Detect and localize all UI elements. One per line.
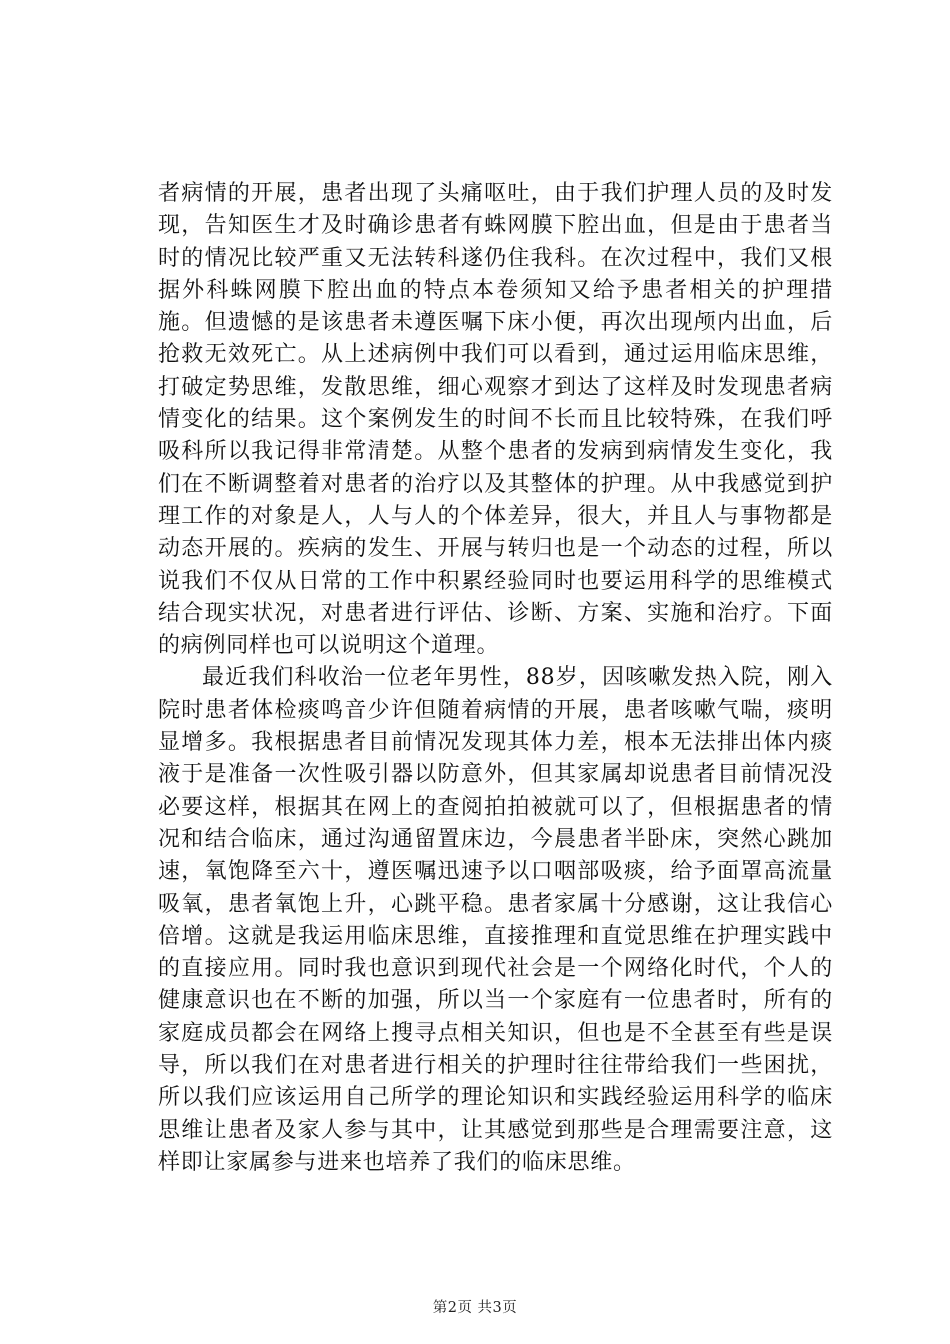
page-number-footer: 第2页 共3页 [432,1300,518,1316]
paragraph-continued: 者病情的开展，患者出现了头痛呕吐，由于我们护理人员的及时发现，告知医生才及时确诊患者有蛛网膜下腔出血，但是由于患者当时的情况比较严重又无法转科遂仍住我科。在次过程中，我们又根据外科蛛网膜下腔出血的特点本卷须知又给予患者相关的护理措施。但遗憾的是该患者未遵医嘱下床小便，再次出现颅内出血，后抢救无效死亡。从上述病例中我们可以看到，通过运用临床思维，打破定势思维，发散思维，细心观察才到达了这样及时发现患者病情变化的结果。这个案例发生的时间不长而且比较特殊，在我们呼吸科所以我记得非常清楚。从整个患者的发病到病情发生变化，我们在不断调整着对患者的治疗以及其整体的护理。从中我感觉到护理工作的对象是人，人与人的个体差异，很大，并且人与事物都是动态开展的。疾病的发生、开展与转归也是一个动态的过程，所以说我们不仅从日常的工作中积累经验同时也要运用科学的思维模式结合现实状况，对患者进行评估、诊断、方案、实施和治疗。下面的病例同样也可以说明这个道理。 [158,181,833,659]
paragraph-case-elderly-patient: 最近我们科收治一位老年男性，88岁，因咳嗽发热入院，刚入院时患者体检痰鸣音少许但随着病情的开展，患者咳嗽气喘，痰明显增多。我根据患者目前情况发现其体力差，根本无法排出体内痰液于是准备一次性吸引器以防意外，但其家属却说患者目前情况没必要这样，根据其在网上的查阅拍拍被就可以了，但根据患者的情况和结合临床，通过沟通留置床边，今晨患者半卧床，突然心跳加速，氧饱降至六十，遵医嘱迅速予以口咽部吸痰，给予面罩高流量吸氧，患者氧饱上升，心跳平稳。患者家属十分感谢，这让我信心倍增。这就是我运用临床思维，直接推理和直觉思维在护理实践中的直接应用。同时我也意识到现代社会是一个网络化时代，个人的健康意识也在不断的加强，所以当一个家庭有一位患者时，所有的家庭成员都会在网络上搜寻点相关知识，但也是不全甚至有些是误导，所以我们在对患者进行相关的护理时往往带给我们一些困扰，所以我们应该运用自己所学的理论知识和实践经验运用科学的临床思维让患者及家人参与其中，让其感觉到那些是合理需要注意，这样即让家属参与进来也培养了我们的临床思维。 [158,665,833,1175]
body-text [158,178,833,1179]
